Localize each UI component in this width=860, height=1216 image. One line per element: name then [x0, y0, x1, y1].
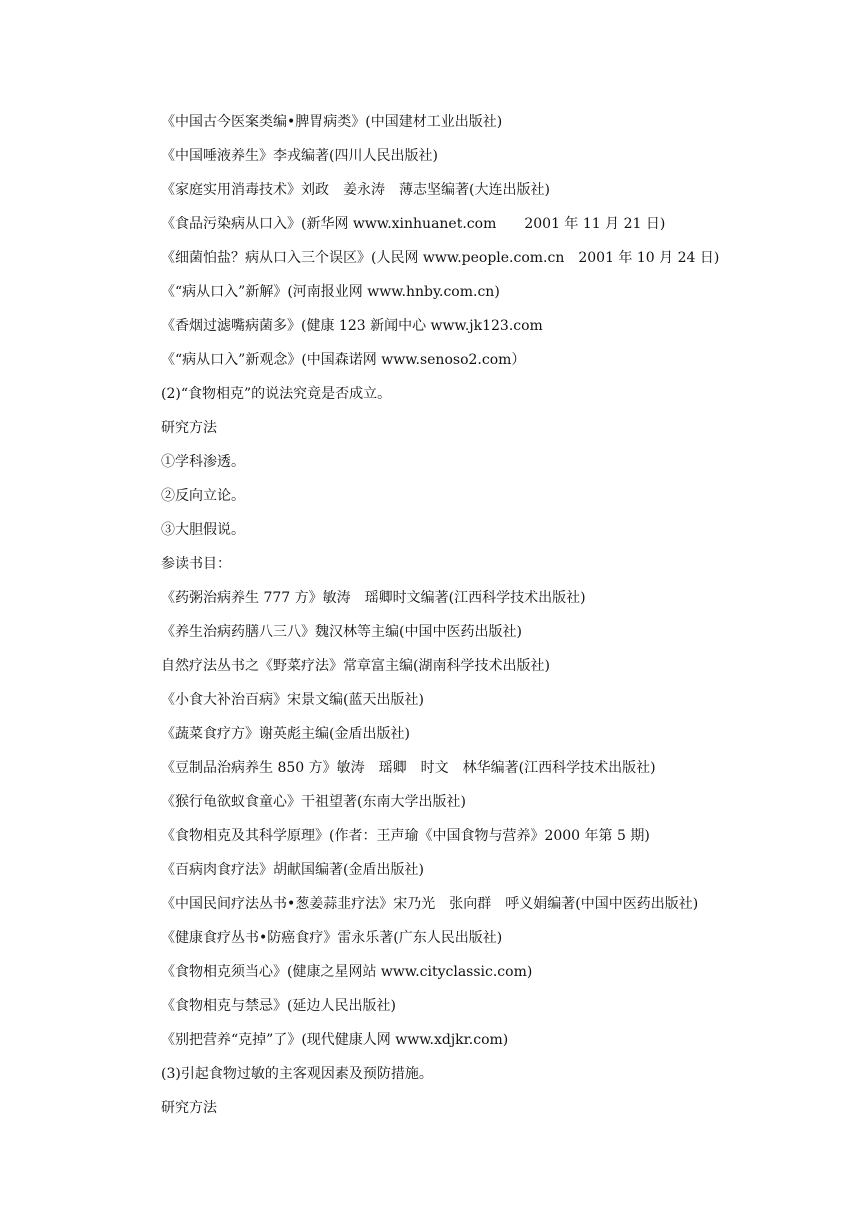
reference-line: 《百病肉食疗法》胡献国编著(金盾出版社)	[161, 862, 424, 878]
subheading: 研究方法	[161, 420, 217, 436]
reference-line: 《蔬菜食疗方》谢英彪主编(金盾出版社)	[161, 726, 410, 742]
reference-line: 《“病从口入”新观念》(中国森诺网 www.senoso2.com）	[161, 352, 526, 368]
reference-line: 《“病从口入”新解》(河南报业网 www.hnby.com.cn)	[161, 284, 500, 300]
reference-line: 《中国民间疗法丛书•葱姜蒜韭疗法》宋乃光 张向群 呼义娟编著(中国中医药出版社)	[161, 896, 699, 912]
reference-line: 《猴行龟欲蚁食童心》干祖望著(东南大学出版社)	[161, 794, 466, 810]
reference-line: 《家庭实用消毒技术》刘政 姜永涛 薄志坚编著(大连出版社)	[161, 182, 550, 198]
method-item: ①学科渗透。	[161, 454, 245, 470]
reference-line: 《食物相克及其科学原理》(作者：王声瑜《中国食物与营养》2000 年第 5 期)	[161, 828, 650, 844]
section-heading: (2)“食物相克”的说法究竟是否成立。	[161, 386, 392, 402]
reference-line: 《食物相克与禁忌》(延边人民出版社)	[161, 998, 396, 1014]
reference-line: 《食物相克须当心》(健康之星网站 www.cityclassic.com)	[161, 964, 533, 980]
reference-line: 自然疗法丛书之《野菜疗法》常章富主编(湖南科学技术出版社)	[161, 658, 550, 674]
document-body	[161, 110, 841, 1130]
reference-line: 《细菌怕盐？病从口入三个误区》(人民网 www.people.com.cn 2001 年 10 月 24 日)	[161, 250, 720, 266]
reference-line: 《养生治病药膳八三八》魏汉林等主编(中国中医药出版社)	[161, 624, 522, 640]
method-item: ③大胆假说。	[161, 522, 245, 538]
subheading: 参读书目：	[161, 556, 231, 572]
section-heading: (3)引起食物过敏的主客观因素及预防措施。	[161, 1066, 433, 1082]
reference-line: 《中国唾液养生》李戎编著(四川人民出版社)	[161, 148, 438, 164]
reference-line: 《小食大补治百病》宋景文编(蓝天出版社)	[161, 692, 424, 708]
reference-line: 《香烟过滤嘴病菌多》(健康 123 新闻中心 www.jk123.com	[161, 318, 543, 334]
reference-line: 《别把营养“克掉”了》(现代健康人网 www.xdjkr.com)	[161, 1032, 509, 1048]
reference-line: 《健康食疗丛书•防癌食疗》雷永乐著(广东人民出版社)	[161, 930, 503, 946]
reference-line: 《中国古今医案类编•脾胃病类》(中国建材工业出版社)	[161, 114, 503, 130]
reference-line: 《食品污染病从口入》(新华网 www.xinhuanet.com 2001 年 11 月 21 日)	[161, 216, 666, 232]
reference-line: 《豆制品治病养生 850 方》敏涛 瑶卿 时文 林华编著(江西科学技术出版社)	[161, 760, 656, 776]
reference-line: 《药粥治病养生 777 方》敏涛 瑶卿时文编著(江西科学技术出版社)	[161, 590, 586, 606]
subheading: 研究方法	[161, 1100, 217, 1116]
method-item: ②反向立论。	[161, 488, 245, 504]
